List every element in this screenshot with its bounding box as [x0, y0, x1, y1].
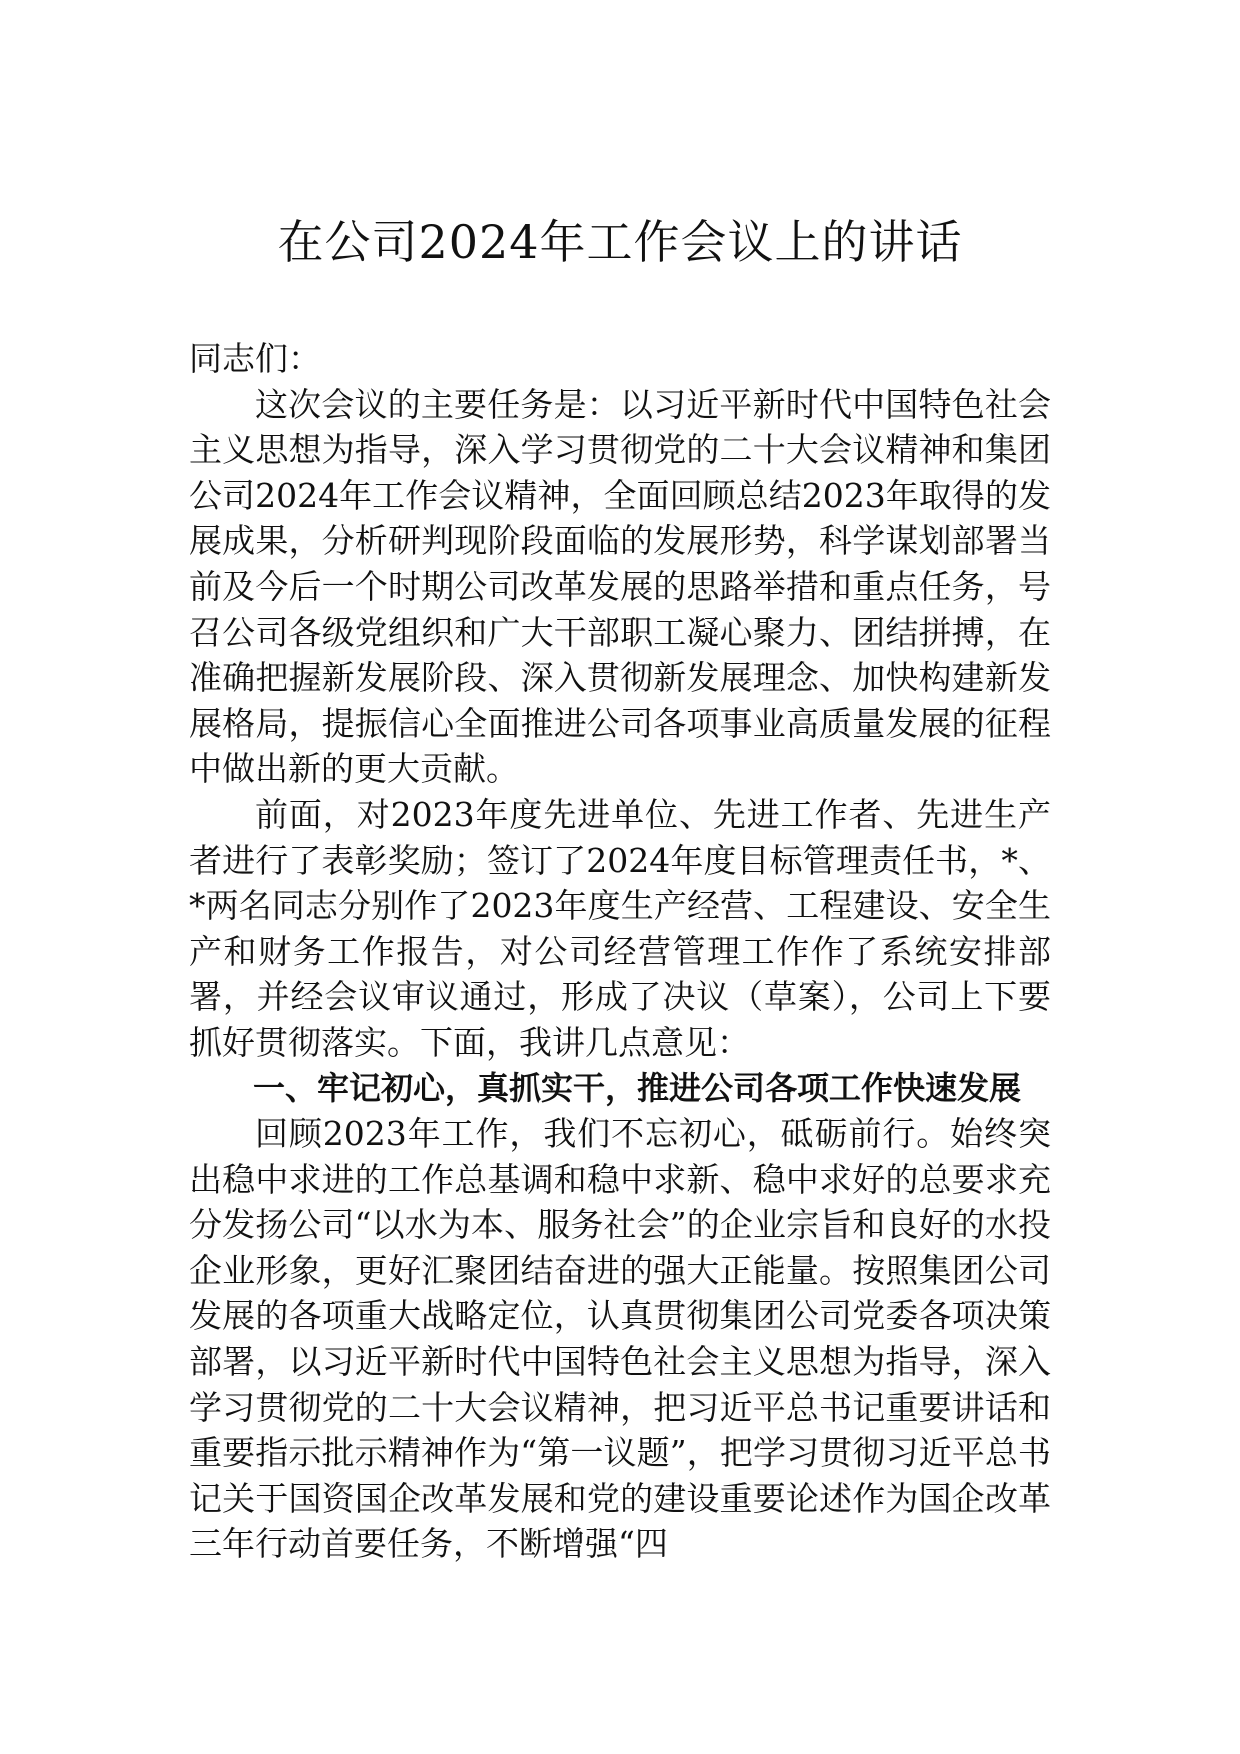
paragraph-preceding-items: 前面，对2023年度先进单位、先进工作者、先进生产者进行了表彰奖励；签订了2024年度目标管理责任书，*、*两名同志分别作了2023年度生产经营、工程建设、安全生产和财务工作报告，对公司经营管理工作作了系统安排部署，并经会议审议通过，形成了决议（草案），公司上下要抓好贯彻落实。下面，我讲几点意见：: [189, 794, 1051, 1062]
document-title: 在公司2024年工作会议上的讲话: [277, 215, 963, 269]
paragraph-intro: 这次会议的主要任务是：以习近平新时代中国特色社会主义思想为指导，深入学习贯彻党的二十大会议精神和集团公司2024年工作会议精神，全面回顾总结2023年取得的发展成果，分析研判现阶段面临的发展形势，科学谋划部署当前及今后一个时期公司改革发展的思路举措和重点任务，号召公司各级党组织和广大干部职工凝心聚力、团结拼搏，在准确把握新发展阶段、深入贯彻新发展理念、加快构建新发展格局，提振信心全面推进公司各项事业高质量发展的征程中做出新的更大贡献。: [189, 384, 1051, 789]
salutation: 同志们：: [189, 339, 321, 378]
section-heading: 一、牢记初心，真抓实干，推进公司各项工作快速发展: [253, 1068, 1022, 1107]
paragraph-review: 回顾2023年工作，我们不忘初心，砥砺前行。始终突出稳中求进的工作总基调和稳中求新、稳中求好的总要求充分发扬公司“以水为本、服务社会”的企业宗旨和良好的水投企业形象，更好汇聚团结奋进的强大正能量。按照集团公司发展的各项重大战略定位，认真贯彻集团公司党委各项决策部署，以习近平新时代中国特色社会主义思想为指导，深入学习贯彻党的二十大会议精神，把习近平总书记重要讲话和重要指示批示精神作为“第一议题”，把学习贯彻习近平总书记关于国资国企改革发展和党的建设重要论述作为国企改革三年行动首要任务，不断增强“四: [189, 1114, 1051, 1564]
document-body: [189, 336, 1051, 1567]
